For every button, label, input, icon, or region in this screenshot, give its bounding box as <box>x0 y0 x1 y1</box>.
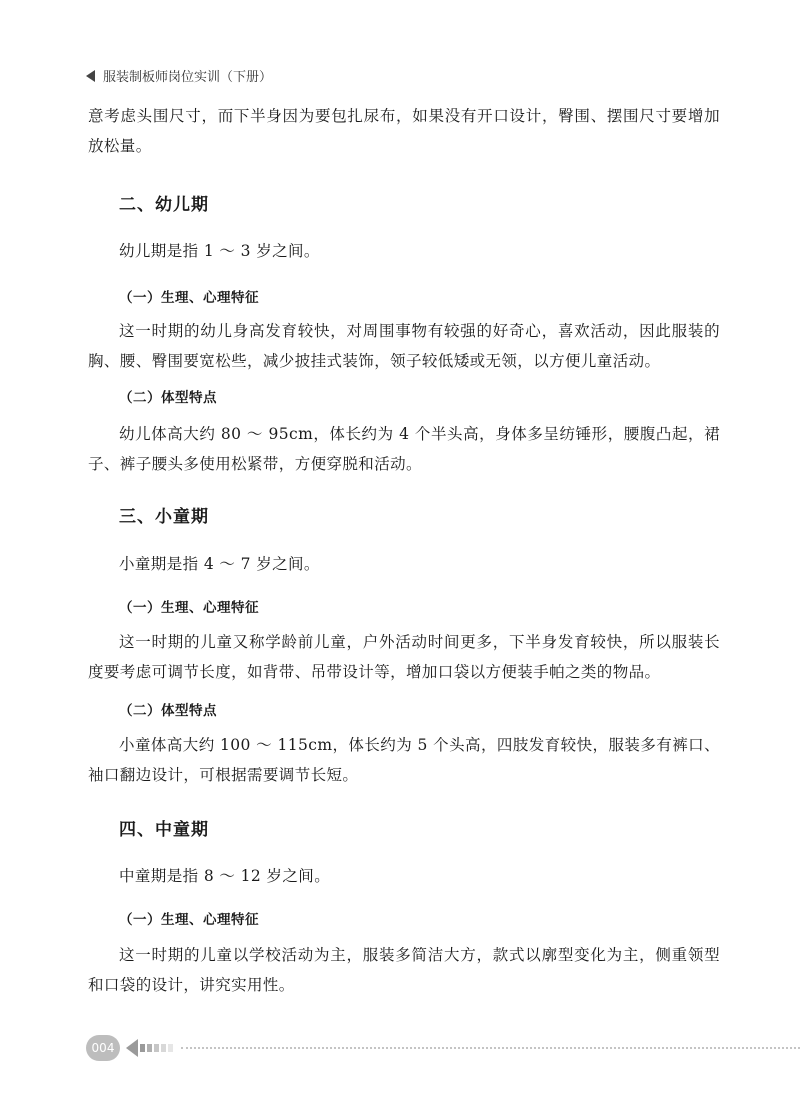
page-footer <box>86 1034 800 1062</box>
subsection-paragraph: 幼儿体高大约 80 ～ 95cm，体长约为 4 个半头高，身体多呈纺锤形，腰腹凸起，裙子、裤子腰头多使用松紧带，方便穿脱和活动。 <box>88 425 720 473</box>
section-heading: 二、幼儿期 <box>119 195 209 215</box>
subsection-heading: （二）体型特点 <box>119 703 217 719</box>
dotted-divider <box>181 1047 800 1049</box>
subsection-paragraph: 这一时期的儿童又称学龄前儿童，户外活动时间更多，下半身发育较快，所以服装长度要考虑可调节长度，如背带、吊带设计等，增加口袋以方便装手帕之类的物品。 <box>88 633 720 681</box>
page-number-badge <box>86 1035 120 1061</box>
intro-paragraph: 意考虑头围尺寸，而下半身因为要包扎尿布，如果没有开口设计，臀围、摆围尺寸要增加放松量。 <box>88 107 720 155</box>
section-heading: 三、小童期 <box>119 507 209 527</box>
left-arrow-icon <box>126 1039 173 1057</box>
subsection-paragraph: 这一时期的幼儿身高发育较快，对周围事物有较强的好奇心，喜欢活动，因此服装的胸、腰、臀围要宽松些，减少披挂式装饰，领子较低矮或无领，以方便儿童活动。 <box>88 322 720 370</box>
subsection-heading: （一）生理、心理特征 <box>119 600 259 616</box>
back-arrow-icon <box>86 70 95 82</box>
subsection-heading: （一）生理、心理特征 <box>119 290 259 306</box>
subsection-paragraph: 这一时期的儿童以学校活动为主，服装多简洁大方，款式以廓型变化为主，侧重领型和口袋的设计，讲究实用性。 <box>88 946 720 994</box>
section-definition: 小童期是指 4 ～ 7 岁之间。 <box>119 555 320 573</box>
book-title: 服装制板师岗位实训（下册） <box>103 70 273 85</box>
subsection-heading: （二）体型特点 <box>119 390 217 406</box>
page-number: 004 <box>91 1041 115 1055</box>
running-header <box>86 66 272 85</box>
section-definition: 中童期是指 8 ～ 12 岁之间。 <box>119 867 331 885</box>
subsection-heading: （一）生理、心理特征 <box>119 912 259 928</box>
section-definition: 幼儿期是指 1 ～ 3 岁之间。 <box>119 242 320 260</box>
subsection-paragraph: 小童体高大约 100 ～ 115cm，体长约为 5 个头高，四肢发育较快，服装多有裤口、袖口翻边设计，可根据需要调节长短。 <box>88 736 720 784</box>
section-heading: 四、中童期 <box>119 820 209 840</box>
